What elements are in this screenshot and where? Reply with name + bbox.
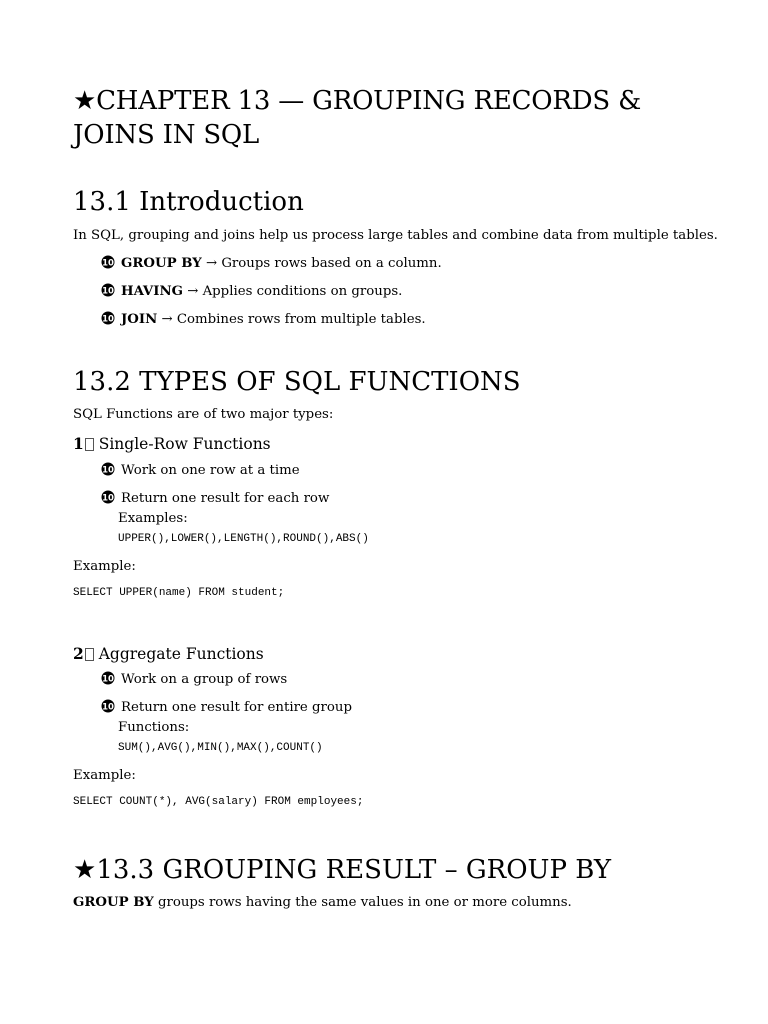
example-code: SELECT UPPER(name) FROM student; — [73, 587, 285, 599]
intro-paragraph: In SQL, grouping and joins help us process large tables and combine data from multiple tables. — [73, 228, 718, 243]
circled-ten-icon — [101, 255, 117, 269]
section-heading-13-3: ★13.3 GROUPING RESULT – GROUP BY — [73, 855, 612, 885]
list-item: 10 Work on one row at a time — [102, 463, 300, 478]
section-heading-13-1: 13.1 Introduction — [73, 187, 304, 217]
list-item: 10 HAVING → Applies conditions on groups. — [102, 284, 403, 299]
subheading-aggregate: 2 Aggregate Functions — [73, 644, 264, 663]
list-item: 10 Return one result for each row — [102, 491, 330, 506]
svg-text:10: 10 — [102, 258, 114, 269]
chapter-title — [73, 84, 641, 118]
function-list-code: UPPER(),LOWER(),LENGTH(),ROUND(),ABS() — [118, 533, 369, 545]
chapter-title-line1: CHAPTER 13 — GROUPING RECORDS & — [96, 86, 642, 116]
list-item: 10 Return one result for entire group — [102, 700, 352, 715]
svg-text:10: 10 — [102, 702, 114, 713]
circled-ten-icon — [101, 671, 117, 685]
svg-text:10: 10 — [102, 674, 114, 685]
functions-label: Functions: — [118, 720, 190, 735]
unrendered-glyph-icon — [85, 438, 94, 451]
section-heading-13-2: 13.2 TYPES OF SQL FUNCTIONS — [73, 367, 521, 397]
group-by-definition: GROUP BY groups rows having the same values in one or more columns. — [73, 895, 572, 910]
circled-ten-icon — [101, 699, 117, 713]
circled-ten-icon — [101, 462, 117, 476]
example-label: Example: — [73, 559, 136, 574]
unrendered-glyph-icon — [85, 648, 94, 661]
star-icon: ★ — [73, 855, 97, 885]
list-item: 10 JOIN → Combines rows from multiple tables. — [102, 312, 426, 327]
examples-label: Examples: — [118, 511, 188, 526]
example-label: Example: — [73, 768, 136, 783]
circled-ten-icon — [101, 311, 117, 325]
star-icon: ★ — [73, 86, 97, 116]
example-code: SELECT COUNT(*), AVG(salary) FROM employees; — [73, 796, 364, 808]
subheading-single-row: 1 Single-Row Functions — [73, 434, 271, 453]
chapter-title-line2: JOINS IN SQL — [73, 120, 260, 150]
svg-text:10: 10 — [102, 286, 114, 297]
function-list-code: SUM(),AVG(),MIN(),MAX(),COUNT() — [118, 742, 323, 754]
types-intro: SQL Functions are of two major types: — [73, 407, 334, 422]
svg-text:10: 10 — [102, 314, 114, 325]
svg-text:10: 10 — [102, 465, 114, 476]
svg-text:10: 10 — [102, 493, 114, 504]
list-item: 10 Work on a group of rows — [102, 672, 288, 687]
list-item: 10 GROUP BY → Groups rows based on a column. — [102, 256, 442, 271]
circled-ten-icon — [101, 283, 117, 297]
circled-ten-icon — [101, 490, 117, 504]
